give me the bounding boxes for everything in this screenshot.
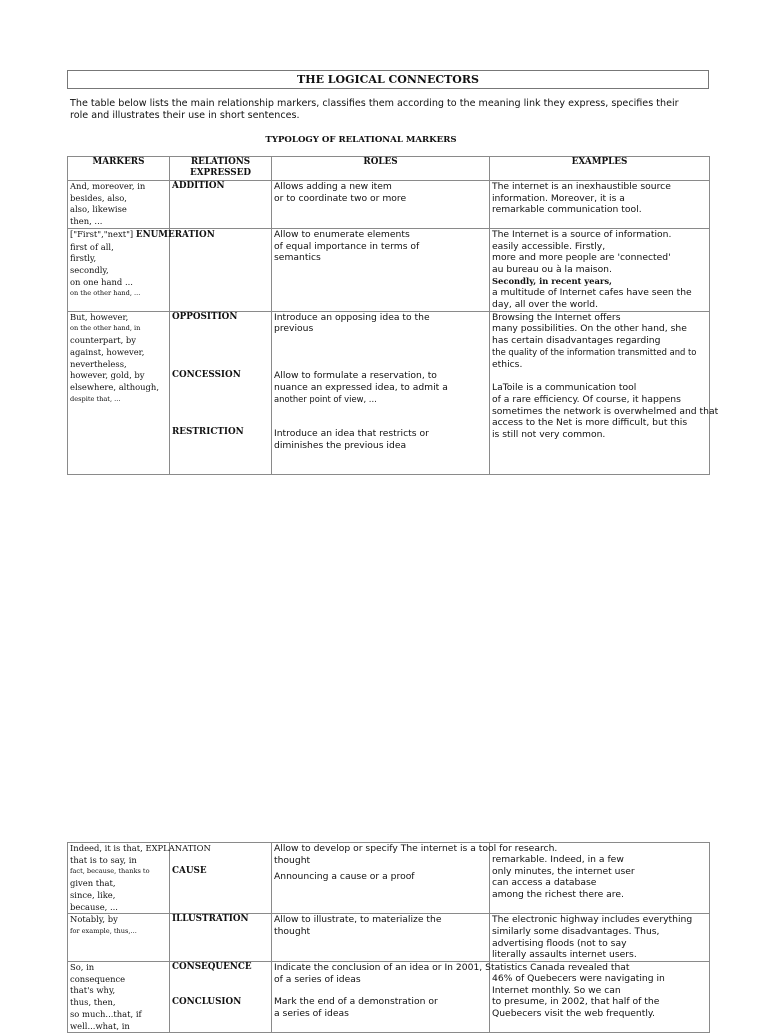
role-line: of equal importance in terms of — [274, 240, 420, 252]
relation-concession: CONCESSION — [172, 370, 241, 381]
role-line — [274, 962, 630, 974]
marker-text: ["First","next"] — [70, 228, 136, 239]
marker-line: firstly, — [70, 253, 97, 264]
markers-cell — [68, 914, 170, 962]
relation-cell — [170, 311, 272, 474]
marker-line: that's why, — [70, 985, 116, 996]
example-line: The Internet is a source of information. — [492, 228, 672, 240]
role-cell — [272, 311, 490, 474]
role-line: of a series of ideas — [274, 973, 361, 985]
relation-restriction: RESTRICTION — [172, 427, 244, 438]
example-line: among the richest there are. — [492, 889, 624, 901]
example-text: The internet is a tool for research. — [400, 843, 558, 854]
header-relations: RELATIONS EXPRESSED — [170, 157, 272, 181]
marker-line: on the other hand, in — [70, 324, 141, 333]
table-row-enumeration — [68, 228, 710, 311]
example-line: au bureau ou à la maison. — [492, 263, 612, 275]
marker-line: But, however, — [70, 311, 129, 322]
marker-line: however, gold, by — [70, 370, 145, 381]
marker-line: counterpart, by — [70, 335, 136, 346]
table-row-addition — [68, 181, 710, 229]
role-line: Allow to illustrate, to materialize the — [274, 914, 442, 926]
header-roles: ROLES — [272, 157, 490, 181]
example-line: has certain disadvantages regarding — [492, 335, 661, 347]
role-line: Introduce an idea that restricts or — [274, 428, 429, 440]
example-line: Internet monthly. So we can — [492, 984, 621, 996]
example-line: The electronic highway includes everything — [492, 914, 693, 926]
example-line: remarkable. Indeed, in a few — [492, 854, 624, 865]
example-line: similarly some disadvantages. Thus, — [492, 925, 660, 937]
marker-line: besides, also, — [70, 192, 127, 203]
role-line: Allow to formulate a reservation, to — [274, 370, 437, 382]
role-line: diminishes the previous idea — [274, 439, 407, 451]
role-line: Introduce an opposing idea to the — [274, 311, 430, 323]
markers-cell — [68, 843, 211, 914]
example-line: information. Moreover, it is a — [492, 192, 625, 204]
header-markers: MARKERS — [68, 157, 170, 181]
example-line: can access a database — [492, 877, 597, 889]
relation-explanation: EXPLANATION — [145, 843, 211, 853]
relation-cell-empty — [170, 228, 272, 311]
example-line: easily accessible. Firstly, — [492, 240, 606, 252]
example-line: literally assaults internet users. — [492, 949, 637, 961]
example-line: a multitude of Internet cafes have seen the — [492, 287, 692, 299]
relation-illustration: ILLUSTRATION — [170, 914, 272, 962]
role-cell — [272, 228, 490, 311]
marker-line: for example, thus,... — [70, 926, 137, 935]
marker-line: because, ... — [70, 901, 118, 912]
marker-line — [70, 228, 215, 242]
example-line: many possibilities. On the other hand, she — [492, 323, 687, 335]
role-line: semantics — [274, 252, 321, 264]
relation-cell — [170, 843, 272, 914]
markers-cell — [68, 311, 170, 474]
role-line: another point of view, ... — [274, 393, 377, 404]
role-line — [274, 843, 558, 855]
marker-text: Indeed, it is that, — [70, 843, 146, 853]
markers-table-2 — [67, 842, 710, 1033]
example-line: of a rare efficiency. Of course, it happens — [492, 393, 681, 405]
role-line: thought — [274, 925, 311, 937]
example-line: is still not very common. — [492, 429, 606, 441]
document-title: THE LOGICAL CONNECTORS — [67, 70, 709, 89]
role-line: Allows adding a new item — [274, 181, 392, 192]
relation-opposition: OPPOSITION — [172, 311, 238, 322]
marker-line: on one hand ... — [70, 276, 133, 287]
marker-line: consequence — [70, 973, 126, 984]
role-line: Mark the end of a demonstration or — [274, 996, 438, 1008]
example-line: Quebecers visit the web frequently. — [492, 1008, 655, 1020]
example-cell — [490, 181, 710, 229]
marker-line: nevertheless, — [70, 358, 127, 369]
example-line: only minutes, the internet user — [492, 865, 635, 877]
role-line: thought — [274, 854, 311, 866]
marker-line: since, like, — [70, 889, 116, 900]
relation-consequence: CONSEQUENCE — [172, 962, 252, 973]
relation-cause: CAUSE — [172, 866, 207, 876]
header-examples: EXAMPLES — [490, 157, 710, 181]
role-line: previous — [274, 323, 314, 335]
role-text: Indicate the conclusion of an idea or — [274, 962, 445, 974]
relation-cell — [170, 962, 272, 1033]
example-line: access to the Net is more difficult, but this — [492, 417, 688, 429]
marker-line: that is to say, in — [70, 854, 137, 865]
relation-enumeration: ENUMERATION — [135, 229, 215, 240]
table-row-opposition — [68, 311, 710, 474]
marker-line: then, ... — [70, 216, 103, 227]
intro-paragraph: The table below lists the main relationship markers, classifies them according to the meaning link they express, specifies their role and illustrates their use in short sentences. — [70, 98, 679, 121]
marker-line: secondly, — [70, 264, 109, 275]
marker-line: despite that, ... — [70, 394, 121, 403]
marker-line: well...what, in — [70, 1020, 130, 1031]
example-cell — [490, 228, 710, 311]
marker-line: against, however, — [70, 346, 145, 357]
role-line: a series of ideas — [274, 1008, 349, 1020]
marker-line: also, likewise — [70, 204, 127, 215]
marker-line: so much...that, if — [70, 1008, 142, 1019]
relation-conclusion: CONCLUSION — [172, 996, 242, 1007]
example-line: Browsing the Internet offers — [492, 311, 621, 323]
markers-table-1 — [67, 156, 719, 475]
marker-line: on the other hand, ... — [70, 289, 141, 298]
example-line: The internet is an inexhaustible source — [492, 181, 671, 192]
example-line: ethics. — [492, 358, 523, 370]
example-line: advertising floods (not to say — [492, 937, 627, 949]
role-text: Allow to develop or specify — [274, 843, 401, 854]
marker-line: first of all, — [70, 241, 114, 252]
role-line: Allow to enumerate elements — [274, 228, 410, 240]
example-cell — [490, 962, 710, 1033]
marker-line: elsewhere, although, — [70, 381, 159, 392]
example-cell — [490, 914, 710, 962]
role-cell — [272, 914, 490, 962]
marker-line: thus, then, — [70, 997, 116, 1008]
marker-line: given that, — [70, 878, 116, 889]
markers-cell — [68, 962, 170, 1033]
table-row-illustration — [68, 914, 710, 962]
table-row-explanation — [68, 843, 710, 914]
example-text: In 2001, Statistics Canada revealed that — [444, 962, 630, 974]
marker-line: fact, because, thanks to — [70, 867, 150, 876]
example-cell — [490, 843, 710, 914]
marker-line — [70, 843, 211, 855]
role-line: Announcing a cause or a proof — [274, 871, 415, 883]
markers-cell — [68, 181, 170, 229]
relation-addition: ADDITION — [170, 181, 272, 229]
example-line: LaToile is a communication tool — [492, 382, 637, 394]
table-row-consequence — [68, 962, 710, 1033]
marker-line: And, moreover, in — [70, 181, 146, 191]
markers-cell — [68, 228, 215, 311]
example-line: to presume, in 2002, that half of the — [492, 996, 660, 1008]
example-line: 46% of Quebecers were navigating in — [492, 973, 665, 985]
table-subtitle: TYPOLOGY OF RELATIONAL MARKERS — [265, 135, 457, 145]
marker-line: So, in — [70, 962, 95, 973]
example-line: sometimes the network is overwhelmed and that — [492, 405, 719, 417]
example-line: Secondly, in recent years, — [492, 275, 612, 286]
example-line: the quality of the information transmitted and to — [492, 346, 697, 357]
example-line: remarkable communication tool. — [492, 204, 642, 216]
marker-line: Notably, by — [70, 914, 118, 925]
example-line: more and more people are 'connected' — [492, 252, 671, 264]
role-line: nuance an expressed idea, to admit a — [274, 381, 448, 393]
role-cell — [272, 181, 490, 229]
table-header-row — [68, 157, 710, 181]
example-line: day, all over the world. — [492, 299, 599, 311]
example-cell — [490, 311, 719, 474]
role-line: or to coordinate two or more — [274, 192, 407, 204]
